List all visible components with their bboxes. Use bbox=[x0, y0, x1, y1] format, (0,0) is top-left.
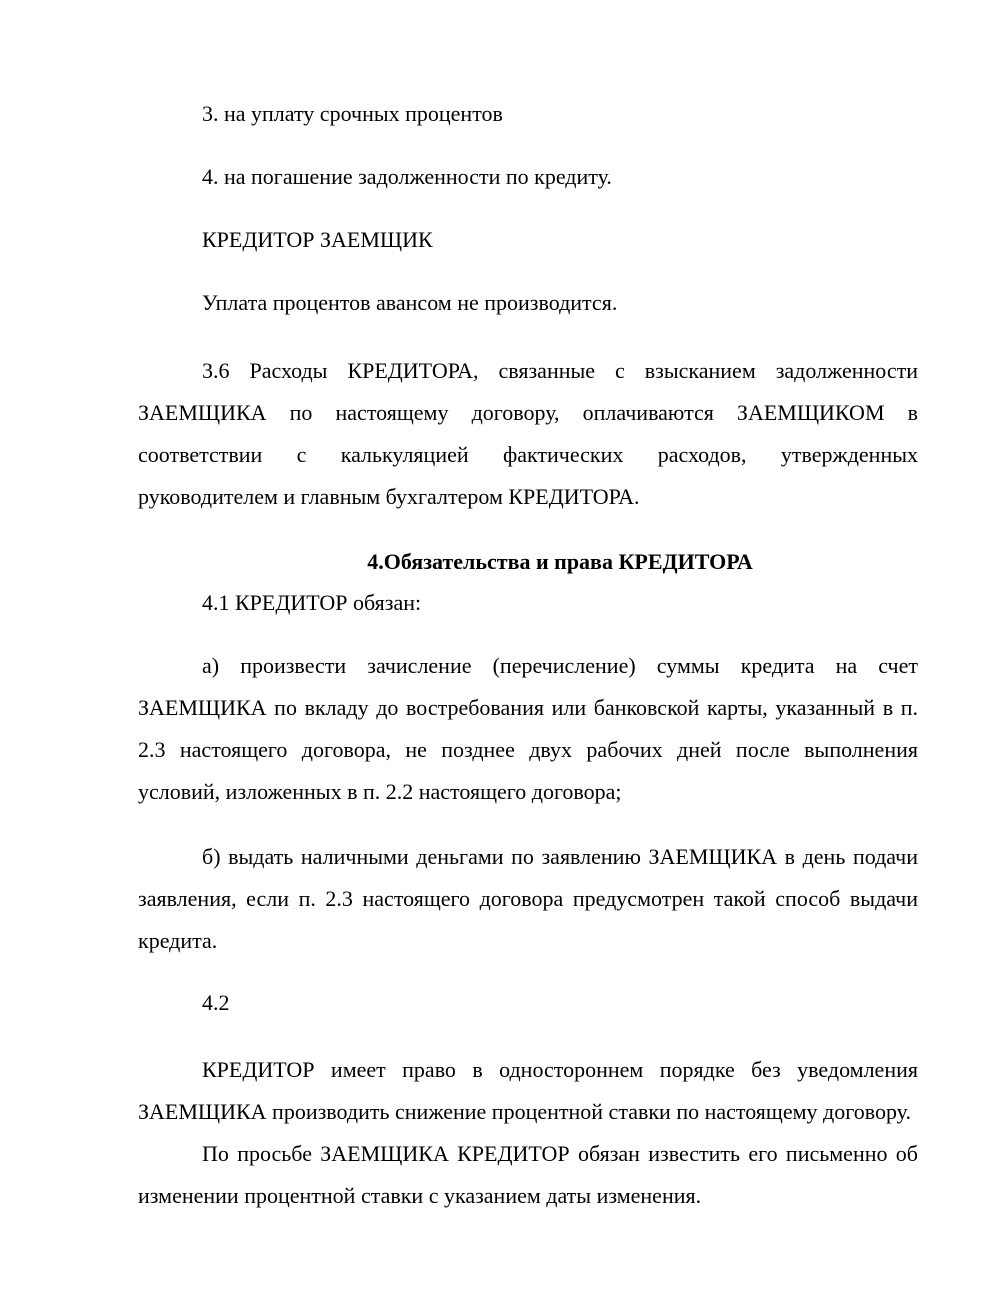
parties-line: КРЕДИТОР ЗАЕМЩИК bbox=[202, 227, 433, 252]
list-item-interest-payment: 3. на уплату срочных процентов bbox=[202, 101, 503, 126]
clause-4-1-b: б) выдать наличными деньгами по заявлению ЗАЕМЩИКА в день подачи заявления, если п. 2.3 настоящего договора предусмотрен такой способ выдачи кредита. bbox=[138, 844, 918, 953]
clause-3-6: 3.6 Расходы КРЕДИТОРА, связанные с взысканием задолженности ЗАЕМЩИКА по настоящему договору, оплачиваются ЗАЕМЩИКОМ в соответствии с калькуляцией фактических расходов, утвержденных руководителем и главным бухгалтером КРЕДИТОРА. bbox=[138, 358, 918, 509]
clause-4-1-a: а) произвести зачисление (перечисление) суммы кредита на счет ЗАЕМЩИКА по вкладу до востребования или банковской карты, указанный в п. 2.3 настоящего договора, не позднее двух рабочих дней после выполнения условий, изложенных в п. 2.2 настоящего договора; bbox=[138, 653, 918, 804]
advance-payment-line: Уплата процентов авансом не производится. bbox=[202, 290, 618, 315]
clause-4-2-number: 4.2 bbox=[202, 990, 230, 1015]
clause-4-2-text: КРЕДИТОР имеет право в одностороннем порядке без уведомления ЗАЕМЩИКА производить снижение процентной ставки по настоящему договору. bbox=[138, 1057, 918, 1124]
clause-4-1: 4.1 КРЕДИТОР обязан: bbox=[202, 590, 422, 615]
clause-4-2-notice: По просьбе ЗАЕМЩИКА КРЕДИТОР обязан известить его письменно об изменении процентной ставки с указанием даты изменения. bbox=[138, 1141, 918, 1208]
section-4-heading: 4.Обязательства и права КРЕДИТОРА bbox=[367, 549, 753, 574]
list-item-debt-repayment: 4. на погашение задолженности по кредиту. bbox=[202, 164, 612, 189]
